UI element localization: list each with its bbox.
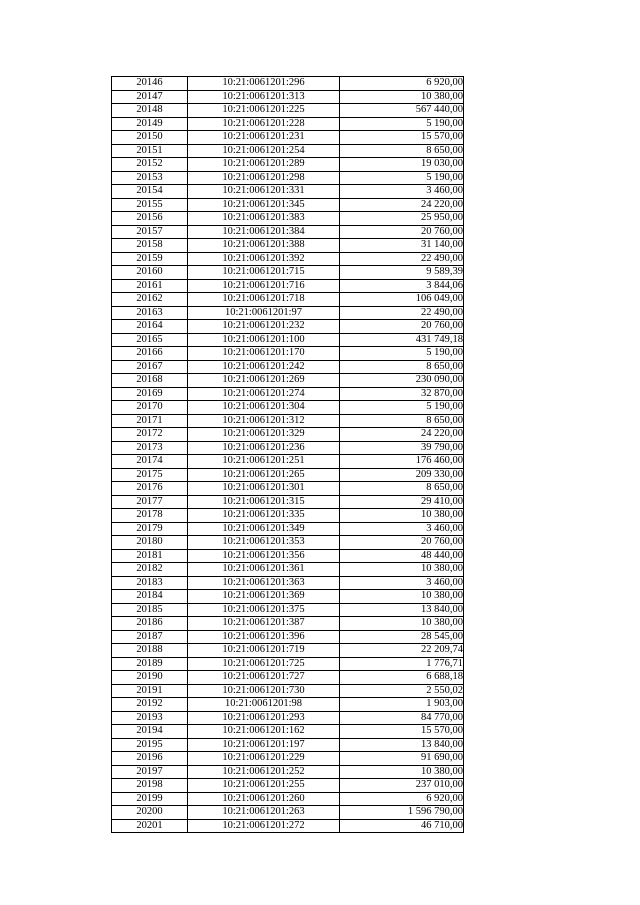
table-row xyxy=(112,387,464,401)
amount-cell: 24 220,00 xyxy=(340,428,464,442)
amount-cell: 15 570,00 xyxy=(340,131,464,145)
amount-cell: 431 749,18 xyxy=(340,333,464,347)
amount-cell: 1 903,00 xyxy=(340,698,464,712)
cadastral-number-cell: 10:21:0061201:274 xyxy=(188,387,340,401)
cadastral-number-cell: 10:21:0061201:251 xyxy=(188,455,340,469)
cadastral-number-cell: 10:21:0061201:236 xyxy=(188,441,340,455)
row-number-cell: 20189 xyxy=(112,657,188,671)
amount-cell: 32 870,00 xyxy=(340,387,464,401)
cadastral-number-cell: 10:21:0061201:335 xyxy=(188,509,340,523)
row-number-cell: 20192 xyxy=(112,698,188,712)
row-number-cell: 20191 xyxy=(112,684,188,698)
row-number-cell: 20170 xyxy=(112,401,188,415)
table-row xyxy=(112,414,464,428)
cadastral-number-cell: 10:21:0061201:255 xyxy=(188,779,340,793)
row-number-cell: 20190 xyxy=(112,671,188,685)
amount-cell: 106 049,00 xyxy=(340,293,464,307)
cadastral-number-cell: 10:21:0061201:388 xyxy=(188,239,340,253)
table-row xyxy=(112,347,464,361)
amount-cell: 2 550,02 xyxy=(340,684,464,698)
amount-cell: 10 380,00 xyxy=(340,617,464,631)
amount-cell: 28 545,00 xyxy=(340,630,464,644)
table-row xyxy=(112,212,464,226)
cadastral-number-cell: 10:21:0061201:269 xyxy=(188,374,340,388)
amount-cell: 10 380,00 xyxy=(340,90,464,104)
cadastral-number-cell: 10:21:0061201:296 xyxy=(188,77,340,91)
amount-cell: 84 770,00 xyxy=(340,711,464,725)
row-number-cell: 20187 xyxy=(112,630,188,644)
row-number-cell: 20198 xyxy=(112,779,188,793)
amount-cell: 3 460,00 xyxy=(340,522,464,536)
table-row xyxy=(112,644,464,658)
table-row xyxy=(112,738,464,752)
cadastral-number-cell: 10:21:0061201:242 xyxy=(188,360,340,374)
table-row xyxy=(112,536,464,550)
cadastral-number-cell: 10:21:0061201:716 xyxy=(188,279,340,293)
table-row xyxy=(112,509,464,523)
row-number-cell: 20152 xyxy=(112,158,188,172)
amount-cell: 22 490,00 xyxy=(340,252,464,266)
row-number-cell: 20174 xyxy=(112,455,188,469)
amount-cell: 10 380,00 xyxy=(340,509,464,523)
amount-cell: 91 690,00 xyxy=(340,752,464,766)
row-number-cell: 20176 xyxy=(112,482,188,496)
row-number-cell: 20188 xyxy=(112,644,188,658)
amount-cell: 9 589,39 xyxy=(340,266,464,280)
cadastral-number-cell: 10:21:0061201:719 xyxy=(188,644,340,658)
amount-cell: 10 380,00 xyxy=(340,765,464,779)
table-row xyxy=(112,171,464,185)
amount-cell: 24 220,00 xyxy=(340,198,464,212)
table-row xyxy=(112,455,464,469)
table-row xyxy=(112,576,464,590)
amount-cell: 5 190,00 xyxy=(340,401,464,415)
amount-cell: 6 920,00 xyxy=(340,77,464,91)
amount-cell: 209 330,00 xyxy=(340,468,464,482)
amount-cell: 5 190,00 xyxy=(340,117,464,131)
table-row xyxy=(112,225,464,239)
row-number-cell: 20177 xyxy=(112,495,188,509)
amount-cell: 20 760,00 xyxy=(340,225,464,239)
amount-cell: 29 410,00 xyxy=(340,495,464,509)
table-row xyxy=(112,185,464,199)
table-row xyxy=(112,603,464,617)
cadastral-number-cell: 10:21:0061201:369 xyxy=(188,590,340,604)
table-row xyxy=(112,401,464,415)
table-row xyxy=(112,792,464,806)
table-row xyxy=(112,765,464,779)
amount-cell: 31 140,00 xyxy=(340,239,464,253)
row-number-cell: 20165 xyxy=(112,333,188,347)
table-row xyxy=(112,468,464,482)
amount-cell: 8 650,00 xyxy=(340,482,464,496)
row-number-cell: 20164 xyxy=(112,320,188,334)
cadastral-number-cell: 10:21:0061201:265 xyxy=(188,468,340,482)
cadastral-number-cell: 10:21:0061201:363 xyxy=(188,576,340,590)
table-row xyxy=(112,563,464,577)
amount-cell: 19 030,00 xyxy=(340,158,464,172)
amount-cell: 22 209,74 xyxy=(340,644,464,658)
cadastral-number-cell: 10:21:0061201:97 xyxy=(188,306,340,320)
row-number-cell: 20183 xyxy=(112,576,188,590)
cadastral-number-cell: 10:21:0061201:315 xyxy=(188,495,340,509)
row-number-cell: 20149 xyxy=(112,117,188,131)
table-row xyxy=(112,131,464,145)
amount-cell: 237 010,00 xyxy=(340,779,464,793)
cadastral-number-cell: 10:21:0061201:329 xyxy=(188,428,340,442)
table-row xyxy=(112,293,464,307)
table-row xyxy=(112,617,464,631)
cadastral-table xyxy=(111,76,464,833)
row-number-cell: 20162 xyxy=(112,293,188,307)
amount-cell: 6 920,00 xyxy=(340,792,464,806)
table-row xyxy=(112,104,464,118)
row-number-cell: 20184 xyxy=(112,590,188,604)
row-number-cell: 20172 xyxy=(112,428,188,442)
cadastral-number-cell: 10:21:0061201:197 xyxy=(188,738,340,752)
table-row xyxy=(112,806,464,820)
table-row xyxy=(112,77,464,91)
table-body xyxy=(112,77,464,833)
table-row xyxy=(112,752,464,766)
cadastral-number-cell: 10:21:0061201:100 xyxy=(188,333,340,347)
cadastral-number-cell: 10:21:0061201:331 xyxy=(188,185,340,199)
row-number-cell: 20171 xyxy=(112,414,188,428)
cadastral-number-cell: 10:21:0061201:260 xyxy=(188,792,340,806)
table-row xyxy=(112,428,464,442)
cadastral-number-cell: 10:21:0061201:229 xyxy=(188,752,340,766)
row-number-cell: 20182 xyxy=(112,563,188,577)
row-number-cell: 20201 xyxy=(112,819,188,833)
row-number-cell: 20156 xyxy=(112,212,188,226)
row-number-cell: 20146 xyxy=(112,77,188,91)
row-number-cell: 20167 xyxy=(112,360,188,374)
table-row xyxy=(112,590,464,604)
row-number-cell: 20158 xyxy=(112,239,188,253)
amount-cell: 20 760,00 xyxy=(340,320,464,334)
table-row xyxy=(112,698,464,712)
cadastral-number-cell: 10:21:0061201:232 xyxy=(188,320,340,334)
cadastral-number-cell: 10:21:0061201:252 xyxy=(188,765,340,779)
table-row xyxy=(112,684,464,698)
row-number-cell: 20175 xyxy=(112,468,188,482)
amount-cell: 1 596 790,00 xyxy=(340,806,464,820)
cadastral-number-cell: 10:21:0061201:228 xyxy=(188,117,340,131)
cadastral-number-cell: 10:21:0061201:263 xyxy=(188,806,340,820)
cadastral-number-cell: 10:21:0061201:170 xyxy=(188,347,340,361)
table-row xyxy=(112,441,464,455)
cadastral-number-cell: 10:21:0061201:383 xyxy=(188,212,340,226)
cadastral-number-cell: 10:21:0061201:384 xyxy=(188,225,340,239)
table-row xyxy=(112,279,464,293)
cadastral-number-cell: 10:21:0061201:387 xyxy=(188,617,340,631)
row-number-cell: 20161 xyxy=(112,279,188,293)
row-number-cell: 20154 xyxy=(112,185,188,199)
amount-cell: 5 190,00 xyxy=(340,347,464,361)
table-row xyxy=(112,630,464,644)
row-number-cell: 20153 xyxy=(112,171,188,185)
table-row xyxy=(112,333,464,347)
cadastral-number-cell: 10:21:0061201:396 xyxy=(188,630,340,644)
amount-cell: 230 090,00 xyxy=(340,374,464,388)
amount-cell: 6 688,18 xyxy=(340,671,464,685)
amount-cell: 10 380,00 xyxy=(340,563,464,577)
amount-cell: 15 570,00 xyxy=(340,725,464,739)
cadastral-number-cell: 10:21:0061201:715 xyxy=(188,266,340,280)
cadastral-number-cell: 10:21:0061201:345 xyxy=(188,198,340,212)
row-number-cell: 20178 xyxy=(112,509,188,523)
table-row xyxy=(112,482,464,496)
amount-cell: 48 440,00 xyxy=(340,549,464,563)
amount-cell: 20 760,00 xyxy=(340,536,464,550)
cadastral-number-cell: 10:21:0061201:293 xyxy=(188,711,340,725)
cadastral-number-cell: 10:21:0061201:718 xyxy=(188,293,340,307)
cadastral-number-cell: 10:21:0061201:301 xyxy=(188,482,340,496)
row-number-cell: 20155 xyxy=(112,198,188,212)
cadastral-number-cell: 10:21:0061201:254 xyxy=(188,144,340,158)
row-number-cell: 20160 xyxy=(112,266,188,280)
cadastral-number-cell: 10:21:0061201:361 xyxy=(188,563,340,577)
row-number-cell: 20180 xyxy=(112,536,188,550)
cadastral-number-cell: 10:21:0061201:349 xyxy=(188,522,340,536)
cadastral-number-cell: 10:21:0061201:392 xyxy=(188,252,340,266)
row-number-cell: 20194 xyxy=(112,725,188,739)
amount-cell: 3 844,06 xyxy=(340,279,464,293)
table-row xyxy=(112,819,464,833)
table-row xyxy=(112,239,464,253)
table-row xyxy=(112,117,464,131)
amount-cell: 8 650,00 xyxy=(340,360,464,374)
row-number-cell: 20168 xyxy=(112,374,188,388)
cadastral-number-cell: 10:21:0061201:162 xyxy=(188,725,340,739)
table-row xyxy=(112,252,464,266)
cadastral-number-cell: 10:21:0061201:289 xyxy=(188,158,340,172)
row-number-cell: 20200 xyxy=(112,806,188,820)
table-row xyxy=(112,158,464,172)
amount-cell: 46 710,00 xyxy=(340,819,464,833)
row-number-cell: 20197 xyxy=(112,765,188,779)
amount-cell: 5 190,00 xyxy=(340,171,464,185)
amount-cell: 10 380,00 xyxy=(340,590,464,604)
row-number-cell: 20181 xyxy=(112,549,188,563)
row-number-cell: 20179 xyxy=(112,522,188,536)
table-row xyxy=(112,360,464,374)
table-row xyxy=(112,306,464,320)
cadastral-number-cell: 10:21:0061201:312 xyxy=(188,414,340,428)
table-row xyxy=(112,266,464,280)
cadastral-number-cell: 10:21:0061201:356 xyxy=(188,549,340,563)
amount-cell: 25 950,00 xyxy=(340,212,464,226)
table-row xyxy=(112,495,464,509)
cadastral-number-cell: 10:21:0061201:375 xyxy=(188,603,340,617)
row-number-cell: 20163 xyxy=(112,306,188,320)
amount-cell: 22 490,00 xyxy=(340,306,464,320)
table-row xyxy=(112,198,464,212)
amount-cell: 176 460,00 xyxy=(340,455,464,469)
cadastral-number-cell: 10:21:0061201:725 xyxy=(188,657,340,671)
row-number-cell: 20186 xyxy=(112,617,188,631)
table-row xyxy=(112,725,464,739)
row-number-cell: 20196 xyxy=(112,752,188,766)
cadastral-number-cell: 10:21:0061201:231 xyxy=(188,131,340,145)
row-number-cell: 20185 xyxy=(112,603,188,617)
table-row xyxy=(112,320,464,334)
amount-cell: 8 650,00 xyxy=(340,414,464,428)
table-row xyxy=(112,671,464,685)
row-number-cell: 20169 xyxy=(112,387,188,401)
cadastral-number-cell: 10:21:0061201:313 xyxy=(188,90,340,104)
table-row xyxy=(112,90,464,104)
amount-cell: 13 840,00 xyxy=(340,603,464,617)
amount-cell: 3 460,00 xyxy=(340,576,464,590)
row-number-cell: 20148 xyxy=(112,104,188,118)
row-number-cell: 20199 xyxy=(112,792,188,806)
amount-cell: 3 460,00 xyxy=(340,185,464,199)
table-row xyxy=(112,374,464,388)
table-row xyxy=(112,657,464,671)
table-row xyxy=(112,779,464,793)
cadastral-number-cell: 10:21:0061201:272 xyxy=(188,819,340,833)
row-number-cell: 20166 xyxy=(112,347,188,361)
amount-cell: 39 790,00 xyxy=(340,441,464,455)
table-row xyxy=(112,522,464,536)
cadastral-number-cell: 10:21:0061201:98 xyxy=(188,698,340,712)
amount-cell: 567 440,00 xyxy=(340,104,464,118)
row-number-cell: 20147 xyxy=(112,90,188,104)
row-number-cell: 20151 xyxy=(112,144,188,158)
cadastral-number-cell: 10:21:0061201:225 xyxy=(188,104,340,118)
row-number-cell: 20159 xyxy=(112,252,188,266)
cadastral-number-cell: 10:21:0061201:298 xyxy=(188,171,340,185)
row-number-cell: 20150 xyxy=(112,131,188,145)
row-number-cell: 20157 xyxy=(112,225,188,239)
table-row xyxy=(112,144,464,158)
row-number-cell: 20195 xyxy=(112,738,188,752)
amount-cell: 13 840,00 xyxy=(340,738,464,752)
cadastral-number-cell: 10:21:0061201:304 xyxy=(188,401,340,415)
amount-cell: 1 776,71 xyxy=(340,657,464,671)
cadastral-number-cell: 10:21:0061201:353 xyxy=(188,536,340,550)
cadastral-number-cell: 10:21:0061201:727 xyxy=(188,671,340,685)
table-row xyxy=(112,549,464,563)
row-number-cell: 20173 xyxy=(112,441,188,455)
table-row xyxy=(112,711,464,725)
row-number-cell: 20193 xyxy=(112,711,188,725)
amount-cell: 8 650,00 xyxy=(340,144,464,158)
cadastral-number-cell: 10:21:0061201:730 xyxy=(188,684,340,698)
